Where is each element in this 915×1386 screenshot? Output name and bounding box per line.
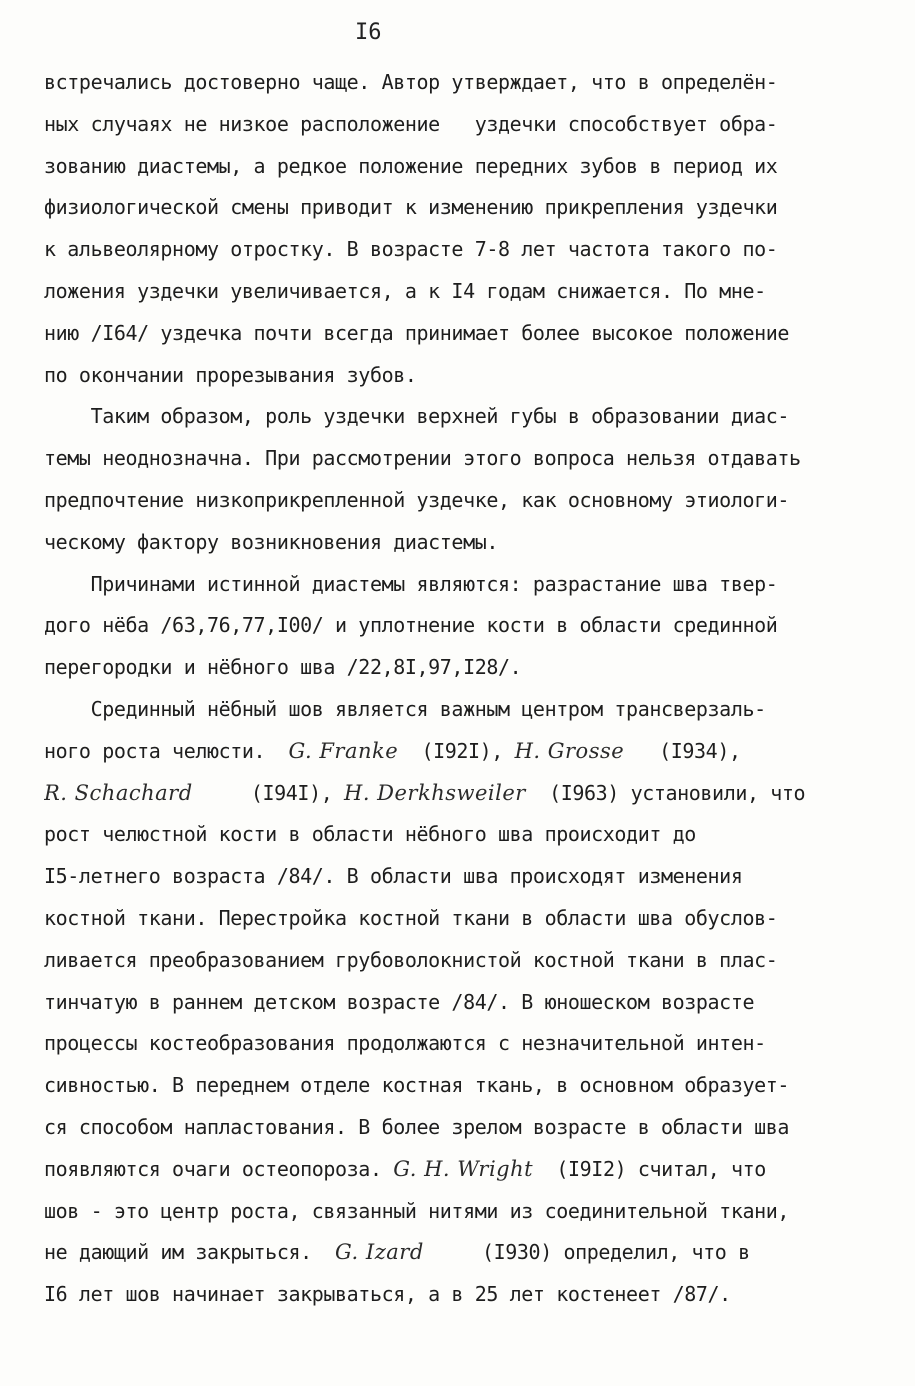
- text-line: [44, 396, 884, 438]
- typed-text: процессы костеобразования продолжаются с незначительной интен-: [44, 1031, 766, 1056]
- typed-text: I6 лет шов начинает закрываться, а в 25 лет костенеет /87/.: [44, 1282, 731, 1307]
- text-line: [44, 104, 884, 146]
- typed-text: темы неоднозначна. При рассмотрении этого вопроса нельзя отдавать: [44, 446, 801, 471]
- typed-text: ного роста челюсти.: [44, 738, 289, 763]
- text-line: [44, 898, 884, 940]
- typed-text: ческому фактору возникновения диастемы.: [44, 529, 498, 554]
- typed-text: Причинами истинной диастемы являются: разрастание шва твер-: [44, 571, 778, 596]
- text-line: [44, 1107, 884, 1149]
- text-line: [44, 1274, 884, 1316]
- text-line: [44, 982, 884, 1024]
- typed-text: ложения уздечки увеличивается, а к I4 годам снижается. По мне-: [44, 278, 766, 303]
- text-line: [44, 856, 884, 898]
- text-line: [44, 522, 884, 564]
- page-number: I6: [355, 20, 382, 45]
- text-line: [44, 146, 884, 188]
- typed-text: появляются очаги остеопороза.: [44, 1156, 394, 1181]
- typed-text: тинчатую в раннем детском возрасте /84/. В юношеском возрасте: [44, 989, 755, 1014]
- text-line: [44, 438, 884, 480]
- text-line: [44, 313, 884, 355]
- text-line: [44, 940, 884, 982]
- typed-text: I5-летнего возраста /84/. В области шва происходят изменения: [44, 864, 743, 889]
- typed-text: ных случаях не низкое расположение уздечки способствует обра-: [44, 111, 778, 136]
- typed-text: к альвеолярному отростку. В возрасте 7-8 лет частота такого по-: [44, 237, 778, 262]
- text-line: [44, 1232, 884, 1274]
- typed-text: сивностью. В переднем отделе костная ткань, в основном образует-: [44, 1073, 790, 1098]
- handwritten-author-name: H. Grosse: [514, 738, 625, 763]
- typed-text: дого нёба /63,76,77,I00/ и уплотнение кости в области срединной: [44, 613, 778, 638]
- typed-text: ся способом напластования. В более зрелом возрасте в области шва: [44, 1114, 790, 1139]
- text-line: [44, 564, 884, 606]
- text-line: [44, 647, 884, 689]
- text-line: [44, 1191, 884, 1233]
- text-line: [44, 62, 884, 104]
- text-line: [44, 814, 884, 856]
- typed-text: рост челюстной кости в области нёбного шва происходит до: [44, 822, 696, 847]
- handwritten-author-name: G. Izard: [335, 1240, 424, 1265]
- text-line: [44, 1065, 884, 1107]
- typed-text: Срединный нёбный шов является важным центром трансверзаль-: [44, 696, 766, 721]
- text-line: [44, 605, 884, 647]
- text-line: [44, 1149, 884, 1191]
- typed-text: перегородки и нёбного шва /22,8I,97,I28/.: [44, 655, 522, 680]
- text-line: [44, 355, 884, 397]
- typed-text: шов - это центр роста, связанный нитями из соединительной ткани,: [44, 1198, 790, 1223]
- typed-text: (I963) установили, что: [525, 780, 806, 805]
- handwritten-author-name: G. Franke: [288, 738, 399, 763]
- text-line: [44, 731, 884, 773]
- text-line: [44, 480, 884, 522]
- typed-text: физиологической смены приводит к изменению прикрепления уздечки: [44, 195, 778, 220]
- typed-text: (I94I),: [192, 780, 344, 805]
- typed-text: зованию диастемы, а редкое положение передних зубов в период их: [44, 153, 778, 178]
- text-line: [44, 689, 884, 731]
- text-line: [44, 229, 884, 271]
- typed-text: не дающий им закрыться.: [44, 1240, 336, 1265]
- typed-text: ливается преобразованием грубоволокнистой костной ткани в плас-: [44, 947, 778, 972]
- typed-text: Таким образом, роль уздечки верхней губы в образовании диас-: [44, 404, 790, 429]
- text-line: [44, 1023, 884, 1065]
- typed-text: по окончании прорезывания зубов.: [44, 362, 417, 387]
- text-line: [44, 773, 884, 815]
- handwritten-author-name: H. Derkhsweiler: [344, 780, 526, 805]
- typed-text: (I934),: [624, 738, 741, 763]
- typed-text: встречались достоверно чаще. Автор утверждает, что в определён-: [44, 70, 778, 94]
- handwritten-author-name: R. Schachard: [44, 780, 193, 805]
- text-line: [44, 271, 884, 313]
- typed-text: костной ткани. Перестройка костной ткани в области шва обуслов-: [44, 905, 778, 930]
- typed-text: (I930) определил, что в: [423, 1240, 750, 1265]
- typed-text: (I92I),: [398, 738, 515, 763]
- handwritten-author-name: G. H. Wright: [393, 1156, 534, 1181]
- typed-text: (I9I2) считал, что: [533, 1156, 766, 1181]
- body-text: [44, 62, 884, 1316]
- text-line: [44, 187, 884, 229]
- typed-text: предпочтение низкоприкрепленной уздечке, как основному этиологи-: [44, 487, 790, 512]
- typed-text: нию /I64/ уздечка почти всегда принимает более высокое положение: [44, 320, 790, 345]
